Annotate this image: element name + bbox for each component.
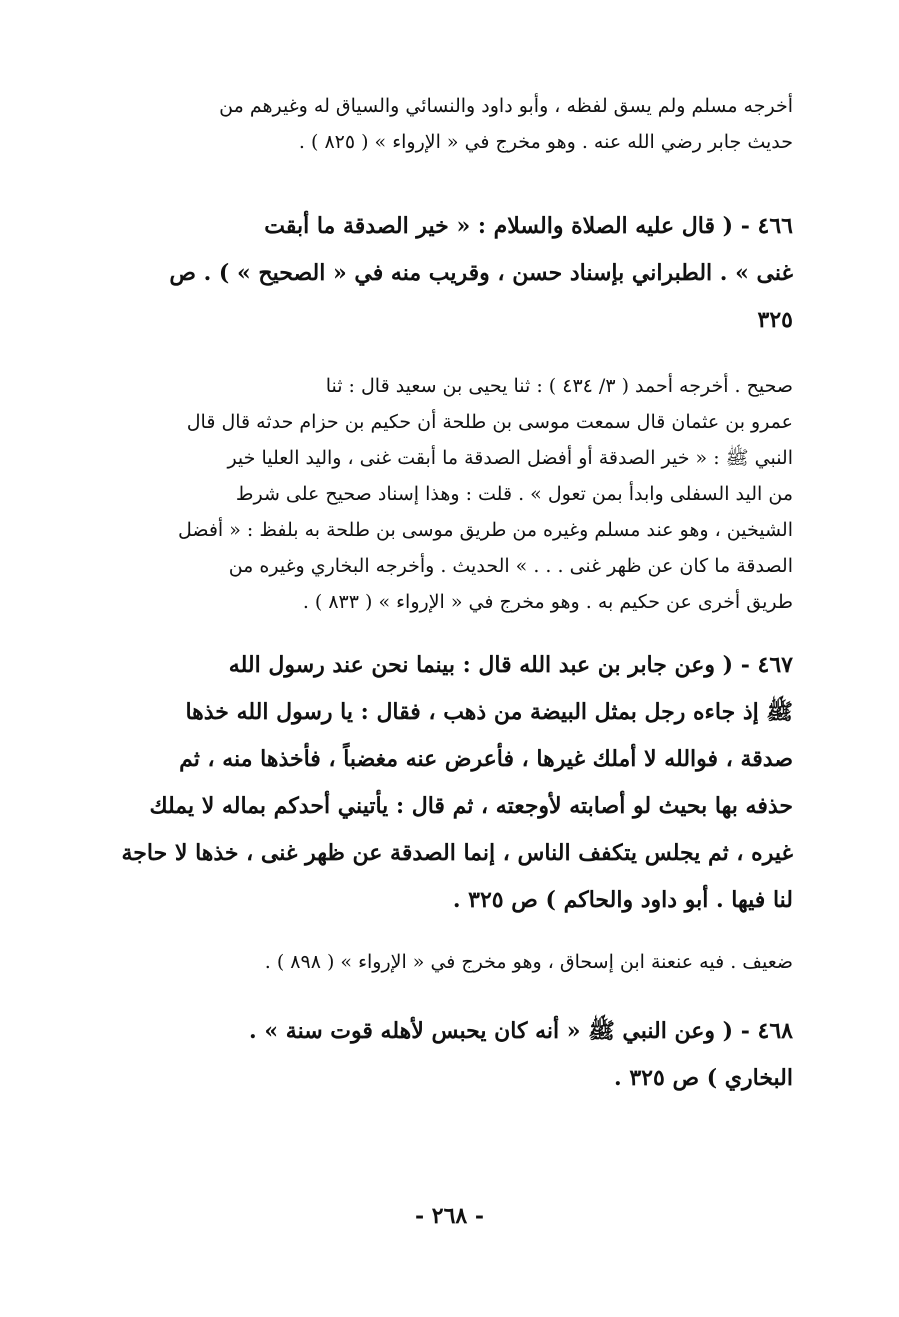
page-text: [108, 88, 793, 1102]
text-line: حديث جابر رضي الله عنه . وهو مخرج في « الإرواء » ( ٨٢٥ ) .: [298, 131, 793, 153]
hadith-467-takhrij: [108, 944, 793, 980]
text-line: ٤٦٦ - ( قال عليه الصلاة والسلام : « خير الصدقة ما أبقت: [264, 213, 793, 239]
page-number: - ٢٦٨ -: [414, 1203, 485, 1229]
text-line: الشيخين ، وهو عند مسلم وغيره من طريق موسى بن طلحة به بلفظ : « أفضل: [177, 519, 793, 541]
hadith-466-text: [108, 203, 793, 344]
text-line: طريق أخرى عن حكيم به . وهو مخرج في « الإرواء » ( ٨٣٣ ) .: [302, 591, 793, 613]
hadith-465-takhrij: [108, 88, 793, 160]
text-line: ضعيف . فيه عنعنة ابن إسحاق ، وهو مخرج في « الإرواء » ( ٨٩٨ ) .: [264, 951, 793, 973]
text-line: النبي ﷺ : « خير الصدقة أو أفضل الصدقة ما أبقت غنى ، واليد العليا خير: [227, 447, 793, 469]
text-line: صدقة ، فوالله لا أملك غيرها ، فأعرض عنه مغضباً ، فأخذها منه ، ثم: [179, 746, 793, 772]
text-line: ٣٢٥: [757, 307, 793, 333]
text-line: غيره ، ثم يجلس يتكفف الناس ، إنما الصدقة عن ظهر غنى ، خذها لا حاجة: [121, 840, 793, 866]
text-line: حذفه بها بحيث لو أصابته لأوجعته ، ثم قال : يأتيني أحدكم بماله لا يملك: [149, 793, 793, 819]
text-line: ٤٦٧ - ( وعن جابر بن عبد الله قال : بينما نحن عند رسول الله: [228, 652, 793, 678]
text-line: غنى » . الطبراني بإسناد حسن ، وقريب منه في « الصحيح » ) . ص: [169, 260, 793, 286]
text-line: عمرو بن عثمان قال سمعت موسى بن طلحة أن حكيم بن حزام حدثه قال قال: [186, 411, 793, 433]
text-line: ٤٦٨ - ( وعن النبي ﷺ « أنه كان يحبس لأهله قوت سنة » .: [249, 1018, 793, 1044]
hadith-466-takhrij: [108, 368, 793, 620]
hadith-467-text: [108, 642, 793, 924]
hadith-468-text: [108, 1008, 793, 1102]
text-line: صحيح . أخرجه أحمد ( ٣/ ٤٣٤ ) : ثنا يحيى بن سعيد قال : ثنا: [325, 375, 793, 397]
text-line: ﷺ إذ جاءه رجل بمثل البيضة من ذهب ، فقال : يا رسول الله خذها: [185, 699, 793, 725]
text-line: البخاري ) ص ٣٢٥ .: [614, 1065, 793, 1091]
text-line: لنا فيها . أبو داود والحاكم ) ص ٣٢٥ .: [452, 887, 793, 913]
text-line: من اليد السفلى وابدأ بمن تعول » . قلت : وهذا إسناد صحيح على شرط: [235, 483, 793, 505]
text-line: أخرجه مسلم ولم يسق لفظه ، وأبو داود والنسائي والسياق له وغيرهم من: [219, 95, 793, 117]
text-line: الصدقة ما كان عن ظهر غنى . . . » الحديث . وأخرجه البخاري وغيره من: [228, 555, 793, 577]
